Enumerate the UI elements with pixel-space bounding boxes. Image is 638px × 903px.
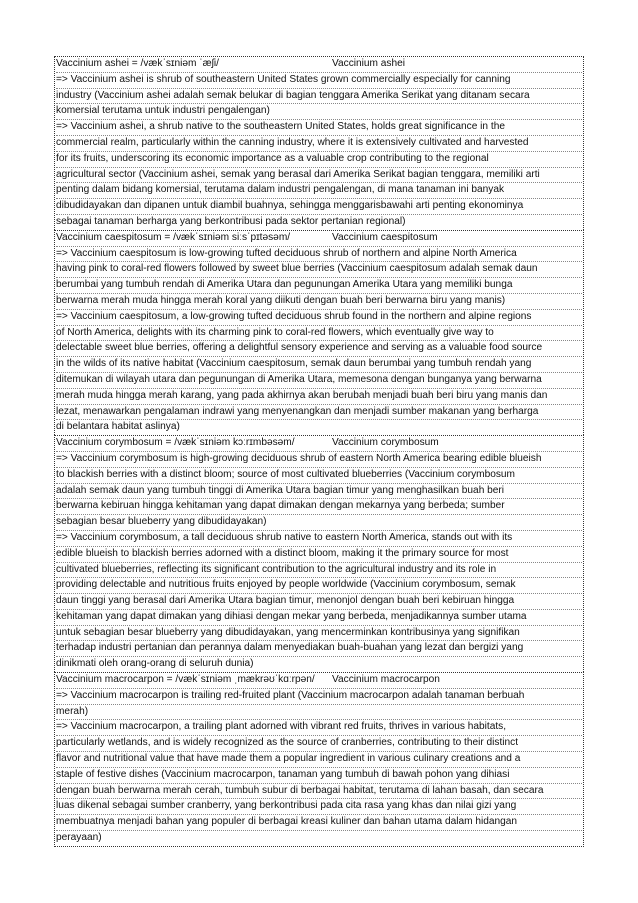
- entry-line: flavor and nutritional value that have made them a popular ingredient in various culinary creations and a: [56, 752, 582, 768]
- entry-vaccinium-corymbosum: [54, 435, 584, 672]
- entry-line: => Vaccinium ashei, a shrub native to the southeastern United States, holds great significance in the: [56, 120, 582, 136]
- entry-line: of North America, delights with its charming pink to coral-red flowers, which eventually give way to: [56, 326, 582, 342]
- entry-heading: [56, 673, 582, 689]
- entry-line: berumbai yang tumbuh rendah di Amerika Utara dan pegunungan Amerika Utara yang memiliki bunga: [56, 278, 582, 294]
- entry-line: agricultural sector (Vaccinium ashei, semak yang berasal dari Amerika Serikat bagian tenggara, memiliki arti: [56, 168, 582, 184]
- entry-line: berwarna kebiruan hingga kehitaman yang dapat dimakan dengan mekarnya yang berbeda; sumber: [56, 499, 582, 515]
- entry-name: Vaccinium ashei: [332, 58, 405, 69]
- entry-heading: [56, 231, 582, 247]
- entry-vaccinium-ashei: [54, 56, 584, 230]
- entry-line: => Vaccinium caespitosum is low-growing tufted deciduous shrub of northern and alpine North America: [56, 247, 582, 263]
- document-page: [54, 56, 584, 847]
- entry-line: industry (Vaccinium ashei adalah semak belukar di bagian tenggara Amerika Serikat yang ditanam secara: [56, 89, 582, 105]
- entry-line: komersial terutama untuk industri pengalengan): [56, 104, 582, 120]
- entry-line: penting dalam bidang komersial, terutama dalam industri pengalengan, di mana tanaman ini banyak: [56, 183, 582, 199]
- entry-line: => Vaccinium corymbosum is high-growing deciduous shrub of eastern North America bearing edible blueish: [56, 452, 582, 468]
- entry-name: Vaccinium macrocarpon: [332, 674, 440, 686]
- entry-line: having pink to coral-red flowers followed by sweet blue berries (Vaccinium caespitosum adalah semak daun: [56, 262, 582, 278]
- entry-line: providing delectable and nutritious fruits enjoyed by people worldwide (Vaccinium corymbosum, semak: [56, 578, 582, 594]
- entry-line: delectable sweet blue berries, offering a delightful sensory experience and serving as a valuable food source: [56, 341, 582, 357]
- entry-term-pronunciation: Vaccinium ashei = /vækˈsɪniəm ˈæʃi/: [56, 58, 219, 69]
- entry-name: Vaccinium corymbosum: [332, 437, 439, 449]
- entry-name: Vaccinium caespitosum: [332, 231, 438, 243]
- entry-line: di belantara habitat aslinya): [56, 421, 180, 433]
- entry-line: cultivated blueberries, reflecting its significant contribution to the agricultural industry and its role in: [56, 563, 582, 579]
- entry-line: => Vaccinium ashei is shrub of southeastern United States grown commercially especially for canning: [56, 73, 582, 89]
- entry-term-pronunciation: Vaccinium caespitosum = /vækˈsɪniəm siːsˈpɪtəsəm/: [56, 231, 291, 243]
- entry-line: dinikmati oleh orang-orang di seluruh dunia): [56, 658, 254, 670]
- entry-heading: [56, 436, 582, 452]
- entry-line: edible blueish to blackish berries adorned with a distinct bloom, making it the primary source for most: [56, 547, 582, 563]
- entry-line: particularly wetlands, and is widely recognized as the source of cranberries, contributing to their distinct: [56, 736, 582, 752]
- entry-line: ditemukan di wilayah utara dan pegunungan di Amerika Utara, memesona dengan bunganya yang berwarna: [56, 373, 582, 389]
- entry-line: merah muda hingga merah karang, yang pada akhirnya akan berubah menjadi buah beri biru yang manis dan: [56, 389, 582, 405]
- entry-line: dengan buah berwarna merah cerah, tumbuh subur di berbagai habitat, terutama di lahan basah, dan secara: [56, 784, 582, 800]
- entry-line: sebagai tanaman berharga yang berkontribusi pada sektor pertanian regional): [56, 215, 406, 227]
- entry-line: merah): [56, 705, 582, 721]
- entry-heading: [56, 57, 582, 73]
- entry-line: commercial realm, particularly within the canning industry, where it is extensively cultivated and harvested: [56, 136, 582, 152]
- entry-line: in the wilds of its native habitat (Vaccinium caespitosum, semak daun berumbai yang tumbuh rendah yang: [56, 357, 582, 373]
- entry-line: to blackish berries with a distinct bloom; source of most cultivated blueberries (Vaccinium corymbosum: [56, 468, 582, 484]
- entry-line: sebagian besar blueberry yang dibudidayakan): [56, 515, 582, 531]
- entry-line: membuatnya menjadi bahan yang populer di berbagai kreasi kuliner dan bahan utama dalam hidangan: [56, 815, 582, 831]
- entry-term-pronunciation: Vaccinium corymbosum = /vækˈsɪniəm kɔːrɪmbəsəm/: [56, 437, 295, 449]
- entry-line: luas dikenal sebagai sumber cranberry, yang berkontribusi pada cita rasa yang khas dan nilai gizi yang: [56, 799, 582, 815]
- entry-line: => Vaccinium caespitosum, a low-growing tufted deciduous shrub found in the northern and alpine regions: [56, 310, 582, 326]
- entry-line: berwarna merah muda hingga merah koral yang diikuti dengan buah beri berwarna biru yang manis): [56, 294, 582, 310]
- entry-vaccinium-caespitosum: [54, 230, 584, 435]
- entry-line: => Vaccinium macrocarpon, a trailing plant adorned with vibrant red fruits, thrives in various habitats,: [56, 720, 582, 736]
- entry-line: lezat, menawarkan pengalaman indrawi yang menyenangkan dan menjadi sumber makanan yang berharga: [56, 405, 582, 421]
- entry-line: kehitaman yang dapat dimakan yang dihiasi dengan mekar yang berbeda, menjadikannya sumber utama: [56, 610, 582, 626]
- entry-term-pronunciation: Vaccinium macrocarpon = /vækˈsɪniəm ˌmækrəʊˈkɑːrpən/: [56, 674, 315, 686]
- entry-line: daun tinggi yang berasal dari Amerika Utara bagian timur, menonjol dengan buah beri kebiruan hingga: [56, 594, 582, 610]
- entry-line: for its fruits, underscoring its economic importance as a valuable crop contributing to the regional: [56, 152, 582, 168]
- entry-line: terhadap industri pertanian dan perannya dalam menyediakan buah-buahan yang lezat dan bergizi yang: [56, 641, 582, 657]
- entry-line: untuk sebagian besar blueberry yang dibudidayakan, yang mencerminkan kontribusinya yang signifikan: [56, 626, 582, 642]
- entry-line: perayaan): [56, 832, 102, 844]
- entry-line: dibudidayakan dan dipanen untuk diambil buahnya, sehingga menggarisbawahi arti penting ekonominya: [56, 199, 582, 215]
- entry-line: => Vaccinium macrocarpon is trailing red-fruited plant (Vaccinium macrocarpon adalah tanaman berbuah: [56, 689, 582, 705]
- entry-line: staple of festive dishes (Vaccinium macrocarpon, tanaman yang tumbuh di bawah pohon yang dihiasi: [56, 768, 582, 784]
- entry-line: => Vaccinium corymbosum, a tall deciduous shrub native to eastern North America, stands out with its: [56, 531, 582, 547]
- entry-vaccinium-macrocarpon: [54, 672, 584, 847]
- entry-line: adalah semak daun yang tumbuh tinggi di Amerika Utara bagian timur yang menghasilkan buah beri: [56, 484, 582, 500]
